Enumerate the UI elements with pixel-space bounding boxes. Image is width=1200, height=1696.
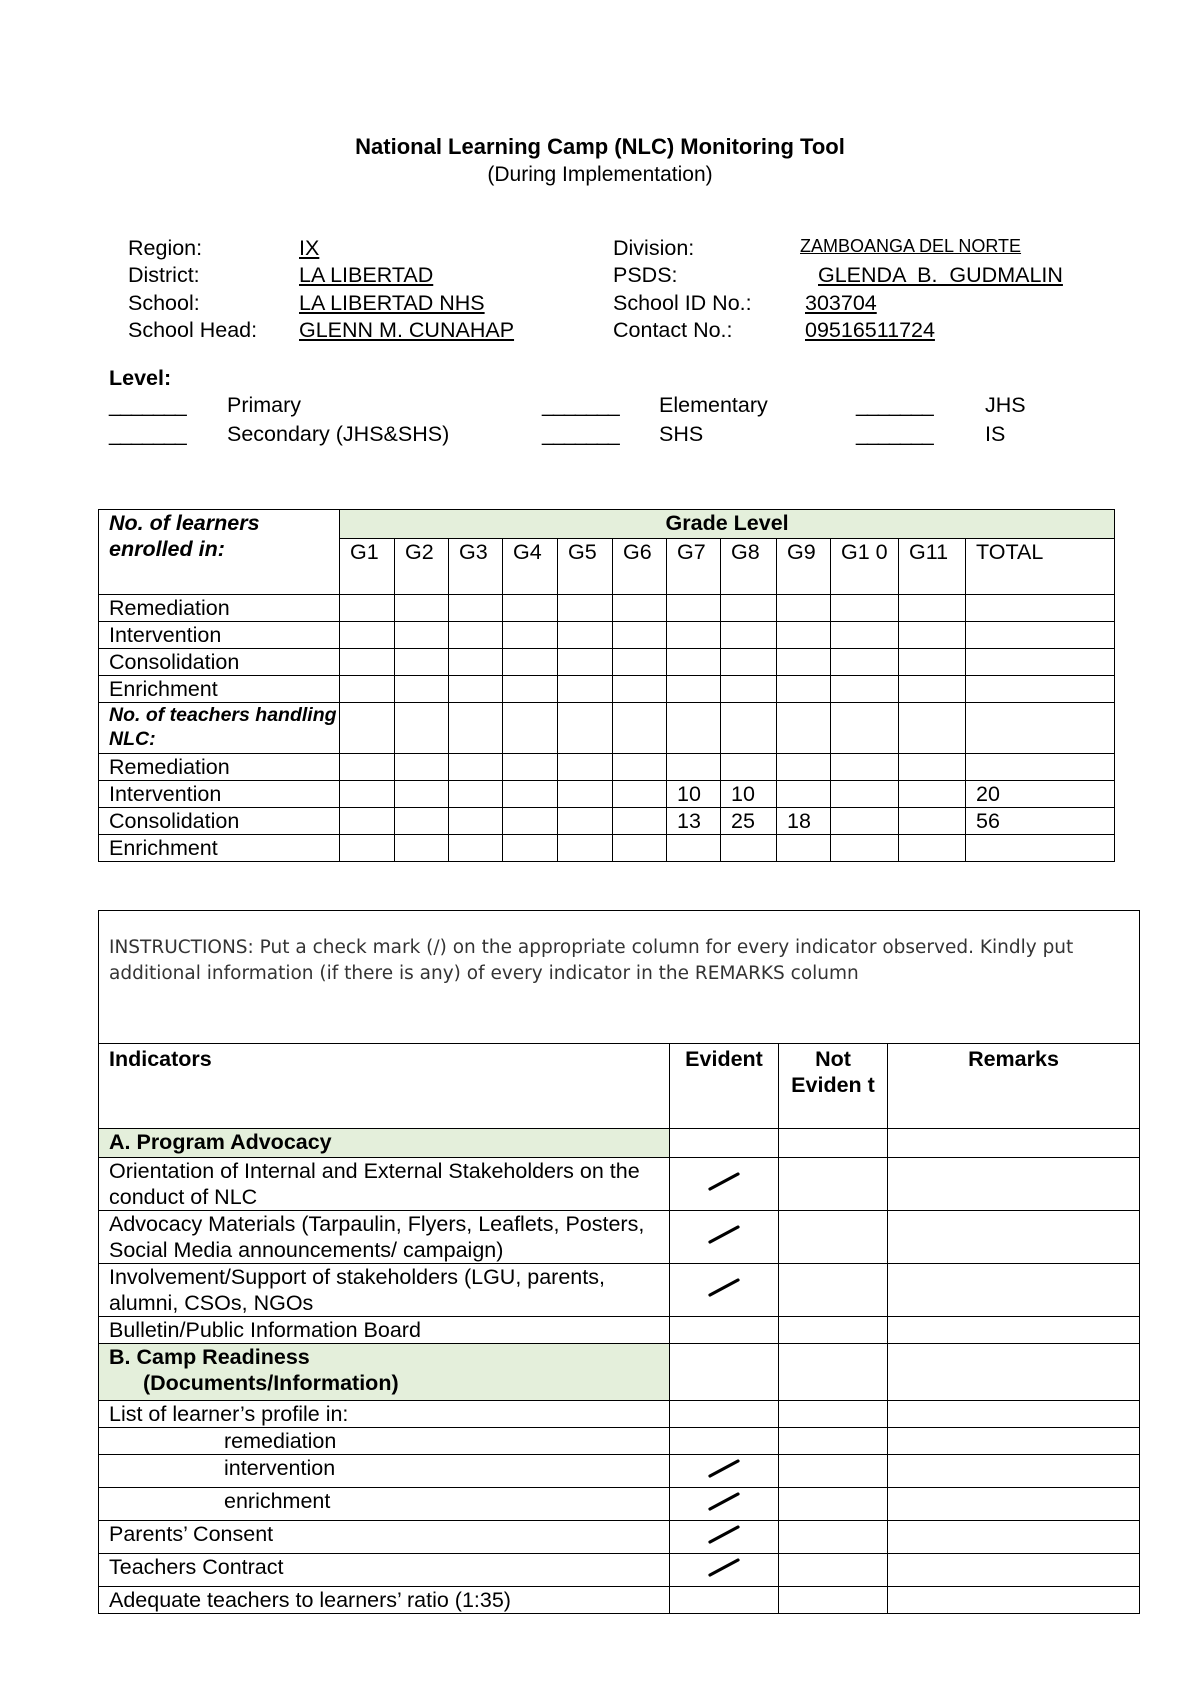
grade-level-header: Grade Level xyxy=(340,510,1115,539)
count-cell[interactable] xyxy=(503,781,558,808)
indicator-text: Adequate teachers to learners’ ratio (1:35) xyxy=(99,1587,670,1614)
remarks-cell[interactable] xyxy=(888,1428,1140,1455)
teacher-row xyxy=(99,808,1115,835)
indicator-row xyxy=(99,1587,1140,1614)
indicator-text: Orientation of Internal and External Stakeholders on the conduct of NLC xyxy=(99,1158,670,1211)
count-cell[interactable] xyxy=(721,754,777,781)
evident-cell[interactable] xyxy=(670,1428,779,1455)
count-cell[interactable] xyxy=(395,781,449,808)
check-mark-icon xyxy=(707,1221,741,1247)
not-evident-cell[interactable] xyxy=(779,1587,888,1614)
not-evident-column-header: Not Eviden t xyxy=(779,1044,888,1129)
count-cell[interactable] xyxy=(899,595,966,622)
division-label: Division: xyxy=(613,236,695,260)
check-mark-icon xyxy=(707,1554,741,1580)
grade-column-header: TOTAL xyxy=(966,539,1115,595)
not-evident-cell[interactable] xyxy=(779,1211,888,1264)
count-cell[interactable] xyxy=(558,595,613,622)
count-cell[interactable] xyxy=(395,808,449,835)
count-cell[interactable] xyxy=(613,676,667,703)
count-cell[interactable] xyxy=(503,622,558,649)
count-cell[interactable] xyxy=(721,649,777,676)
section-b-title: B. Camp Readiness xyxy=(109,1345,310,1369)
row-label: Consolidation xyxy=(99,808,340,835)
count-cell[interactable] xyxy=(449,676,503,703)
not-evident-cell[interactable] xyxy=(779,1554,888,1587)
school-id-label: School ID No.: xyxy=(613,291,752,315)
indicators-column-header: Indicators xyxy=(99,1044,670,1129)
school-head-label: School Head: xyxy=(128,318,258,342)
enrollment-corner-header: No. of learners enrolled in: xyxy=(99,510,340,595)
remarks-column-header: Remarks xyxy=(888,1044,1140,1129)
count-cell[interactable] xyxy=(777,676,831,703)
indicator-text: Advocacy Materials (Tarpaulin, Flyers, Leaflets, Posters, Social Media announcements/ campaign) xyxy=(99,1211,670,1264)
teacher-row xyxy=(99,754,1115,781)
evident-cell[interactable] xyxy=(670,1317,779,1344)
level-jhs: JHS xyxy=(985,393,1026,417)
count-cell[interactable] xyxy=(777,622,831,649)
remarks-cell[interactable] xyxy=(888,1521,1140,1554)
count-cell[interactable] xyxy=(966,595,1115,622)
count-cell[interactable] xyxy=(503,595,558,622)
remarks-cell[interactable] xyxy=(888,1587,1140,1614)
indicator-row xyxy=(99,1264,1140,1317)
count-cell[interactable] xyxy=(613,595,667,622)
count-cell[interactable]: 20 xyxy=(966,781,1115,808)
not-evident-cell[interactable] xyxy=(779,1488,888,1521)
grade-column-header: G4 xyxy=(503,539,558,595)
indicators-table xyxy=(98,910,1140,1614)
school-value: LA LIBERTAD NHS xyxy=(299,291,485,315)
count-cell[interactable] xyxy=(558,835,613,862)
indicator-text: Involvement/Support of stakeholders (LGU, parents, alumni, CSOs, NGOs xyxy=(99,1264,670,1317)
count-cell[interactable] xyxy=(613,781,667,808)
indicator-text: intervention xyxy=(99,1455,670,1488)
count-cell[interactable] xyxy=(777,781,831,808)
school-label: School: xyxy=(128,291,200,315)
indicator-text: Teachers Contract xyxy=(99,1554,670,1587)
grade-column-header: G1 0 xyxy=(831,539,899,595)
document-title: National Learning Camp (NLC) Monitoring Tool xyxy=(355,134,845,159)
remarks-cell[interactable] xyxy=(888,1488,1140,1521)
teacher-row xyxy=(99,835,1115,862)
count-cell[interactable] xyxy=(503,676,558,703)
district-value: LA LIBERTAD xyxy=(299,263,434,287)
indicator-row xyxy=(99,1521,1140,1554)
count-cell[interactable] xyxy=(340,622,395,649)
count-cell[interactable] xyxy=(340,835,395,862)
count-cell[interactable] xyxy=(558,808,613,835)
evident-cell[interactable] xyxy=(670,1587,779,1614)
level-blank[interactable]: _______ xyxy=(109,422,186,446)
count-cell[interactable] xyxy=(899,649,966,676)
level-elementary: Elementary xyxy=(659,393,768,417)
count-cell[interactable] xyxy=(721,622,777,649)
row-label: Consolidation xyxy=(99,649,340,676)
indicator-text: Bulletin/Public Information Board xyxy=(99,1317,670,1344)
learner-row xyxy=(99,676,1115,703)
count-cell[interactable] xyxy=(395,676,449,703)
count-cell[interactable] xyxy=(613,754,667,781)
not-evident-cell[interactable] xyxy=(779,1455,888,1488)
count-cell[interactable] xyxy=(721,676,777,703)
indicator-row xyxy=(99,1488,1140,1521)
teachers-header: No. of teachers handling NLC: xyxy=(99,703,340,754)
count-cell[interactable] xyxy=(667,622,721,649)
contact-label: Contact No.: xyxy=(613,318,733,342)
count-cell[interactable] xyxy=(831,808,899,835)
count-cell[interactable] xyxy=(667,649,721,676)
count-cell[interactable] xyxy=(558,622,613,649)
row-label: Remediation xyxy=(99,754,340,781)
section-a-header: A. Program Advocacy xyxy=(99,1129,670,1158)
section-b-subtitle: (Documents/Information) xyxy=(143,1371,399,1395)
count-cell[interactable] xyxy=(340,595,395,622)
indicator-text: enrichment xyxy=(99,1488,670,1521)
count-cell[interactable] xyxy=(449,649,503,676)
count-cell[interactable] xyxy=(558,676,613,703)
indicator-row xyxy=(99,1158,1140,1211)
not-evident-cell[interactable] xyxy=(779,1317,888,1344)
row-label: Remediation xyxy=(99,595,340,622)
row-label: Intervention xyxy=(99,622,340,649)
count-cell[interactable] xyxy=(899,676,966,703)
level-blank[interactable]: _______ xyxy=(856,422,933,446)
check-mark-icon xyxy=(707,1521,741,1547)
level-blank[interactable]: _______ xyxy=(542,393,619,417)
division-value: ZAMBOANGA DEL NORTE xyxy=(800,236,1022,256)
row-label: Enrichment xyxy=(99,835,340,862)
count-cell[interactable] xyxy=(613,835,667,862)
indicator-row xyxy=(99,1211,1140,1264)
count-cell[interactable] xyxy=(831,781,899,808)
count-cell[interactable] xyxy=(777,649,831,676)
count-cell[interactable]: 10 xyxy=(667,781,721,808)
count-cell[interactable] xyxy=(558,649,613,676)
count-cell[interactable] xyxy=(395,649,449,676)
region-value: IX xyxy=(299,236,320,260)
count-cell[interactable] xyxy=(667,754,721,781)
level-label: Level: xyxy=(109,366,172,390)
evident-cell[interactable] xyxy=(670,1554,779,1587)
grade-column-header: G1 xyxy=(340,539,395,595)
count-cell[interactable] xyxy=(777,595,831,622)
remarks-cell[interactable] xyxy=(888,1401,1140,1428)
count-cell[interactable] xyxy=(613,622,667,649)
count-cell[interactable] xyxy=(449,808,503,835)
count-cell[interactable]: 13 xyxy=(667,808,721,835)
row-label: Enrichment xyxy=(99,676,340,703)
remarks-cell[interactable] xyxy=(888,1264,1140,1317)
evident-cell[interactable] xyxy=(670,1488,779,1521)
count-cell[interactable] xyxy=(449,781,503,808)
count-cell[interactable] xyxy=(899,835,966,862)
count-cell[interactable] xyxy=(777,754,831,781)
count-cell[interactable] xyxy=(503,835,558,862)
indicator-text: remediation xyxy=(99,1428,670,1455)
school-head-value: GLENN M. CUNAHAP xyxy=(299,318,515,342)
count-cell[interactable] xyxy=(613,808,667,835)
learner-row xyxy=(99,649,1115,676)
evident-cell[interactable] xyxy=(670,1158,779,1211)
level-is: IS xyxy=(985,422,1006,446)
remarks-cell[interactable] xyxy=(888,1211,1140,1264)
grade-column-header: G6 xyxy=(613,539,667,595)
indicator-row xyxy=(99,1455,1140,1488)
grade-column-header: G5 xyxy=(558,539,613,595)
count-cell[interactable] xyxy=(899,754,966,781)
not-evident-cell[interactable] xyxy=(779,1401,888,1428)
level-shs: SHS xyxy=(659,422,704,446)
count-cell[interactable]: 18 xyxy=(777,808,831,835)
grade-column-header: G7 xyxy=(667,539,721,595)
remarks-cell[interactable] xyxy=(888,1554,1140,1587)
grade-column-header: G8 xyxy=(721,539,777,595)
count-cell[interactable] xyxy=(395,835,449,862)
count-cell[interactable] xyxy=(721,835,777,862)
not-evident-cell[interactable] xyxy=(779,1158,888,1211)
teacher-row xyxy=(99,781,1115,808)
grade-column-header: G11 xyxy=(899,539,966,595)
count-cell[interactable] xyxy=(899,622,966,649)
count-cell[interactable] xyxy=(667,676,721,703)
section-b-header xyxy=(99,1344,670,1401)
count-cell[interactable] xyxy=(966,622,1115,649)
document-subtitle: (During Implementation) xyxy=(487,163,713,186)
count-cell[interactable] xyxy=(613,649,667,676)
count-cell[interactable] xyxy=(449,754,503,781)
count-cell[interactable] xyxy=(899,781,966,808)
count-cell[interactable] xyxy=(721,595,777,622)
count-cell[interactable] xyxy=(966,754,1115,781)
grade-column-header: G9 xyxy=(777,539,831,595)
indicator-text: Parents’ Consent xyxy=(99,1521,670,1554)
grade-column-header: G3 xyxy=(449,539,503,595)
learner-row xyxy=(99,622,1115,649)
count-cell[interactable] xyxy=(558,754,613,781)
enrollment-table xyxy=(98,509,1115,862)
evident-cell[interactable] xyxy=(670,1455,779,1488)
count-cell[interactable]: 10 xyxy=(721,781,777,808)
evident-cell[interactable] xyxy=(670,1521,779,1554)
count-cell[interactable] xyxy=(667,595,721,622)
count-cell[interactable]: 56 xyxy=(966,808,1115,835)
indicator-row xyxy=(99,1428,1140,1455)
psds-label: PSDS: xyxy=(613,263,678,287)
not-evident-cell[interactable] xyxy=(779,1428,888,1455)
count-cell[interactable] xyxy=(966,835,1115,862)
count-cell[interactable] xyxy=(449,595,503,622)
count-cell[interactable] xyxy=(503,808,558,835)
count-cell[interactable] xyxy=(340,808,395,835)
indicator-text: List of learner’s profile in: xyxy=(99,1401,670,1428)
count-cell[interactable] xyxy=(831,595,899,622)
count-cell[interactable] xyxy=(558,781,613,808)
count-cell[interactable] xyxy=(831,622,899,649)
remarks-cell[interactable] xyxy=(888,1158,1140,1211)
not-evident-cell[interactable] xyxy=(779,1264,888,1317)
level-primary: Primary xyxy=(227,393,302,417)
count-cell[interactable] xyxy=(966,676,1115,703)
psds-value: GLENDA B. GUDMALIN xyxy=(818,263,1063,287)
count-cell[interactable] xyxy=(831,835,899,862)
count-cell[interactable] xyxy=(831,649,899,676)
learner-row xyxy=(99,595,1115,622)
check-mark-icon xyxy=(707,1274,741,1300)
region-label: Region: xyxy=(128,236,203,260)
check-mark-icon xyxy=(707,1168,741,1194)
count-cell[interactable] xyxy=(667,835,721,862)
level-blank[interactable]: _______ xyxy=(856,393,933,417)
count-cell[interactable] xyxy=(831,676,899,703)
indicator-row xyxy=(99,1554,1140,1587)
contact-value: 09516511724 xyxy=(805,318,935,342)
level-blank[interactable]: _______ xyxy=(109,393,186,417)
grade-column-header: G2 xyxy=(395,539,449,595)
count-cell[interactable] xyxy=(503,754,558,781)
count-cell[interactable] xyxy=(831,754,899,781)
row-label: Intervention xyxy=(99,781,340,808)
count-cell[interactable] xyxy=(340,754,395,781)
indicator-row xyxy=(99,1401,1140,1428)
instructions-text: INSTRUCTIONS: Put a check mark (/) on the appropriate column for every indicator observed. Kindly put additional information (if there is any) of every indicator in the REMARKS column xyxy=(99,911,1140,1044)
count-cell[interactable] xyxy=(395,595,449,622)
district-label: District: xyxy=(128,263,200,287)
evident-column-header: Evident xyxy=(670,1044,779,1129)
level-secondary: Secondary (JHS&SHS) xyxy=(227,422,450,446)
count-cell[interactable] xyxy=(449,622,503,649)
count-cell[interactable] xyxy=(340,649,395,676)
indicator-row xyxy=(99,1317,1140,1344)
remarks-cell[interactable] xyxy=(888,1317,1140,1344)
level-blank[interactable]: _______ xyxy=(542,422,619,446)
count-cell[interactable] xyxy=(340,676,395,703)
count-cell[interactable] xyxy=(899,808,966,835)
check-mark-icon xyxy=(707,1488,741,1514)
count-cell[interactable] xyxy=(966,649,1115,676)
count-cell[interactable] xyxy=(395,754,449,781)
evident-cell[interactable] xyxy=(670,1211,779,1264)
count-cell[interactable]: 25 xyxy=(721,808,777,835)
evident-cell[interactable] xyxy=(670,1264,779,1317)
check-mark-icon xyxy=(707,1455,741,1481)
not-evident-cell[interactable] xyxy=(779,1521,888,1554)
count-cell[interactable] xyxy=(777,835,831,862)
remarks-cell[interactable] xyxy=(888,1455,1140,1488)
count-cell[interactable] xyxy=(449,835,503,862)
count-cell[interactable] xyxy=(395,622,449,649)
count-cell[interactable] xyxy=(340,781,395,808)
count-cell[interactable] xyxy=(503,649,558,676)
school-id-value: 303704 xyxy=(805,291,877,315)
evident-cell[interactable] xyxy=(670,1401,779,1428)
